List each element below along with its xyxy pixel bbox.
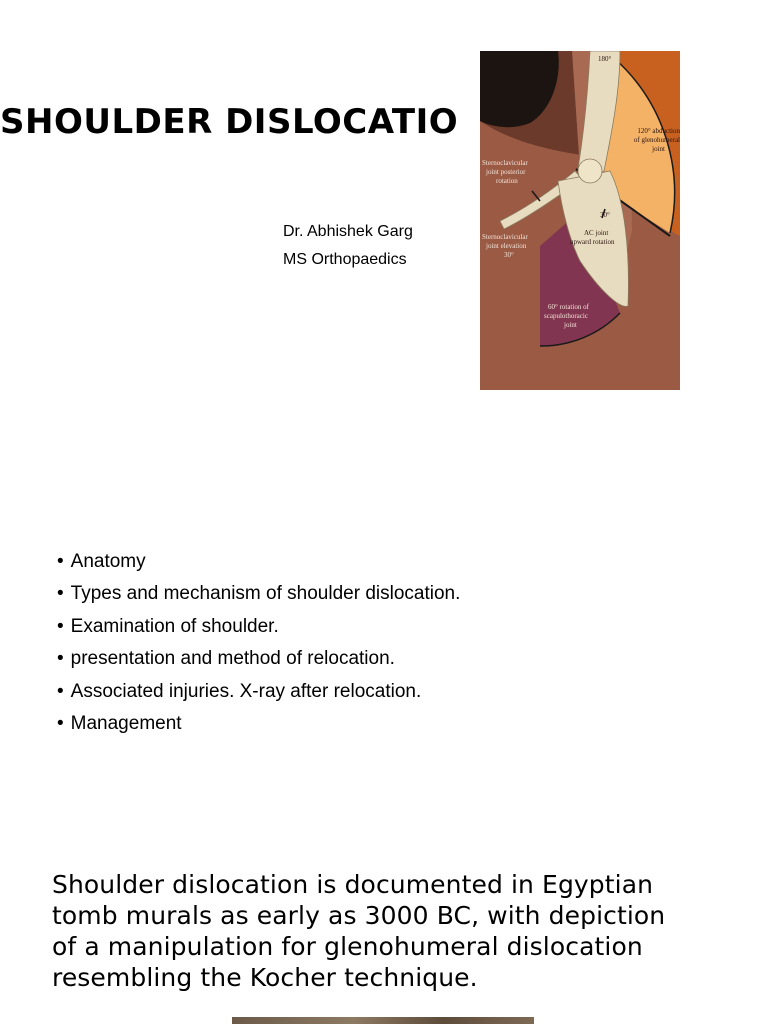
label-abduction-1: 120° abduction	[637, 127, 680, 135]
label-scapulothoracic-2: scapulothoracic	[544, 312, 588, 320]
list-item: • Management	[57, 708, 460, 740]
list-item: • Types and mechanism of shoulder dislocation.	[57, 578, 460, 610]
list-item: • presentation and method of relocation.	[57, 643, 460, 675]
label-sc-posterior-1: Sternoclavicular	[482, 159, 528, 167]
label-scapulothoracic-3: joint	[564, 321, 577, 329]
label-abduction-2: of glenohumeral	[633, 136, 680, 144]
label-angle-30: 30°	[600, 211, 610, 219]
label-angle-180: 180°	[598, 55, 612, 63]
topic-list	[57, 546, 460, 740]
history-paragraph: Shoulder dislocation is documented in Egyptian tomb murals as early as 3000 BC, with depiction of a manipulation for glenohumeral dislocation resembling the Kocher technique.	[52, 870, 666, 992]
slide-title: SHOULDER DISLOCATIO	[0, 102, 459, 142]
label-sc-elevation-1: Sternoclavicular	[482, 233, 528, 241]
label-scapulothoracic-1: 60° rotation of	[548, 303, 589, 311]
list-item: • Anatomy	[57, 546, 460, 578]
shoulder-anatomy-figure	[480, 51, 680, 390]
author-name: Dr. Abhishek Garg	[283, 223, 413, 240]
label-sc-posterior-2: joint posterior	[486, 168, 526, 176]
tomb-mural-image	[232, 1017, 534, 1024]
author-block	[283, 218, 413, 274]
label-ac-2: upward rotation	[570, 238, 615, 246]
label-ac-1: AC joint	[584, 229, 609, 237]
label-sc-posterior-3: rotation	[496, 177, 518, 185]
humeral-head	[578, 159, 602, 183]
list-item: • Associated injuries. X-ray after relocation.	[57, 676, 460, 708]
label-sc-elevation-3: 30°	[504, 251, 514, 259]
shoulder-anatomy-illustration	[480, 51, 680, 390]
list-item: • Examination of shoulder.	[57, 611, 460, 643]
author-degree: MS Orthopaedics	[283, 251, 407, 268]
label-sc-elevation-2: joint elevation	[486, 242, 527, 250]
label-abduction-3: joint	[652, 145, 665, 153]
